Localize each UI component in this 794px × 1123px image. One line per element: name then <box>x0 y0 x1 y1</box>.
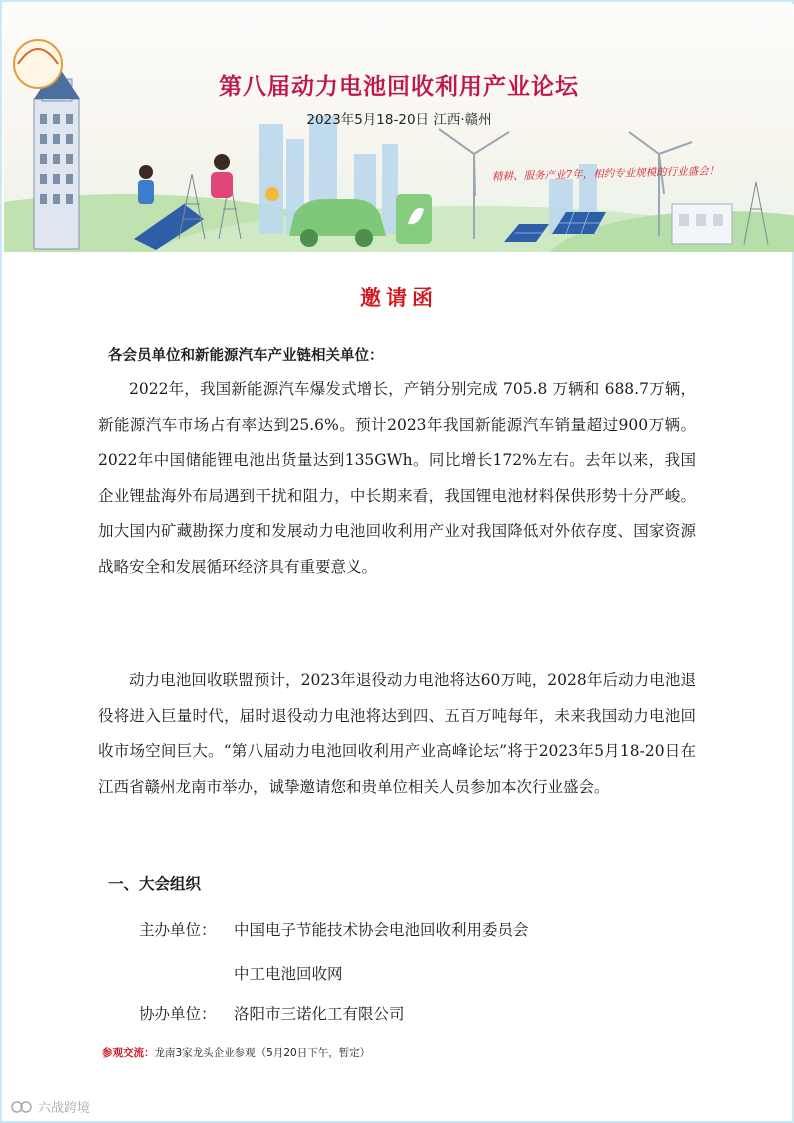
watermark-logo-icon <box>10 1099 34 1115</box>
forum-slogan: 精耕、服务产业7年，相约专业规模的行业盛会！ <box>491 165 720 183</box>
salutation: 各会员单位和新能源汽车产业链相关单位： <box>108 348 384 364</box>
co-organizer-label: 协办单位： <box>139 1005 217 1023</box>
co-organizer-1: 洛阳市三诺化工有限公司 <box>234 1005 405 1023</box>
host-organizer-2: 中工电池回收网 <box>234 965 343 983</box>
watermark-text: 六战跨境 <box>38 1101 91 1116</box>
watermark <box>10 1097 90 1116</box>
header-banner <box>4 4 794 252</box>
paragraph-market-overview: 2022年，我国新能源汽车爆发式增长，产销分别完成 705.8 万辆和 688.7万辆，新能源汽车市场占有率达到25.6%。预计2023年我国新能源汽车销量超过900万辆。2022年中国储能锂电池出货量达到135GWh。同比增长172%左右。去年以来，我国企业锂盐海外布局遇到干扰和阻力，中长期来看，我国锂电池材料保供形势十分严峻。加大国内矿藏勘探力度和发展动力电池回收利用产业对我国降低对外依存度、国家资源战略安全和发展循环经济具有重要意义。 <box>98 380 696 576</box>
charging-station-icon <box>396 194 432 244</box>
host-label: 主办单位： <box>139 921 217 939</box>
visit-note-label: 参观交流： <box>102 1047 155 1059</box>
forum-date-location: 2023年5月18-20日 江西·赣州 <box>306 112 492 128</box>
visit-note <box>102 1045 370 1060</box>
banner-illustration <box>4 4 794 252</box>
host-organizer-row <box>139 918 529 940</box>
co-organizer-row <box>139 1002 405 1024</box>
forum-title: 第八届动力电池回收利用产业论坛 <box>219 74 579 100</box>
invitation-title: 邀请函 <box>360 286 438 310</box>
visit-note-text: 龙南3家龙头企业参观（5月20日下午，暂定） <box>154 1047 371 1059</box>
host-organizer-1: 中国电子节能技术协会电池回收利用委员会 <box>234 921 529 939</box>
section-heading-organization: 一、大会组织 <box>108 875 202 893</box>
paragraph-invitation: 动力电池回收联盟预计，2023年退役动力电池将达60万吨，2028年后动力电池退役将进入巨量时代，届时退役动力电池将达到四、五百万吨每年，未来我国动力电池回收市场空间巨大。“第八届动力电池回收利用产业高峰论坛”将于2023年5月18-20日在江西省赣州龙南市举办，诚挚邀请您和贵单位相关人员参加本次行业盛会。 <box>98 671 696 796</box>
